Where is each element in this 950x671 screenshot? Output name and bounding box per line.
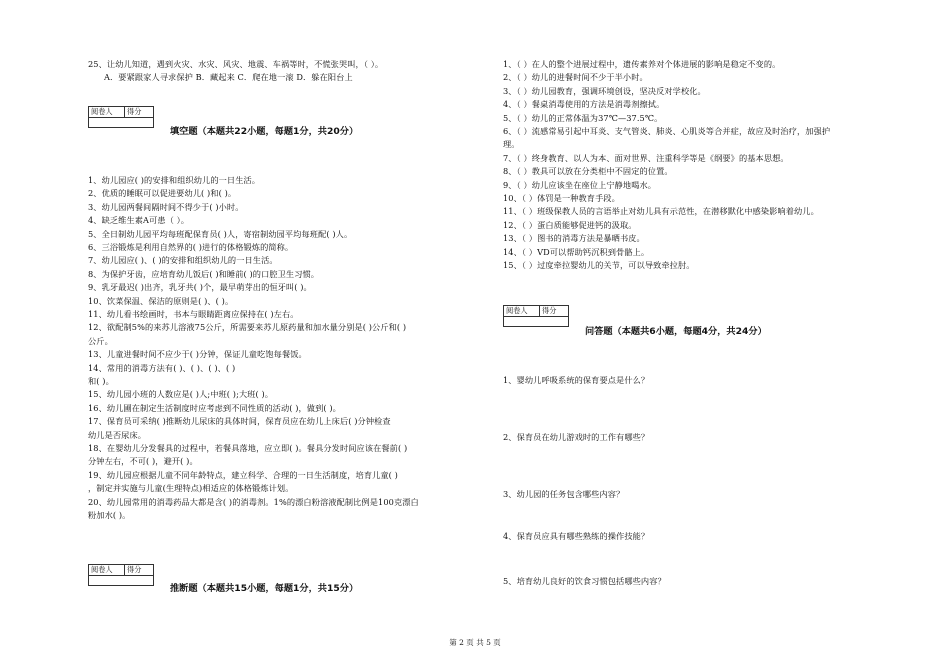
question-line: 11、幼儿看书绘画时，书本与眼睛距离应保持在( )左右。 bbox=[88, 309, 299, 319]
question-line: 公斤。 bbox=[88, 335, 113, 346]
question-line: 1、婴幼儿呼吸系统的保育要点是什么？ bbox=[503, 375, 650, 385]
question-line: 分钟左右，不可( )，避开( )。 bbox=[88, 456, 198, 467]
question-line: 15、幼儿园小班的人数应是( )人;中班( );大班( )。 bbox=[88, 389, 274, 400]
question-line: 7、幼儿园应( )、( )的安排和组织幼儿的一日生活。 bbox=[88, 255, 278, 266]
question-line: 粉加水( )。 bbox=[88, 510, 131, 520]
question-line: 13、儿童进餐时间不应少于( )分钟，保证儿童吃饱每餐饭。 bbox=[88, 349, 307, 360]
score-label: 得分 bbox=[127, 565, 142, 574]
question-line: 12、（ ）蛋白质能够促进钙的汲取。 bbox=[503, 219, 637, 230]
question-line: 10、饮菜保温、保洁的原则是( )、( )。 bbox=[88, 295, 234, 306]
score-label: 得分 bbox=[127, 107, 142, 116]
question-line: 16、幼儿圃在制定生活制度时应考虑到不同性质的活动( )，做到( )。 bbox=[88, 402, 341, 413]
question-line: 8、（ ）教具可以放在分类柜中不固定的位置。 bbox=[503, 166, 673, 177]
question-25: 25、让幼儿知道，遇到火灾、水灾、风灾、地震、车祸等时，不慌张哭叫，（ ）。 bbox=[88, 59, 384, 69]
question-line: 1、（ ）在人的整个进展过程中，遗传素养对个体进展的影响是稳定不变的。 bbox=[503, 59, 781, 69]
question-line: 11、（ ）班级保教人员的言语举止对幼儿具有示范性，在潜移默化中感染影响着幼儿。 bbox=[503, 206, 819, 217]
question-line: 4、缺乏维生素A可患（ ）。 bbox=[88, 215, 190, 226]
question-line: 12、欲配制5%的来苏儿溶液75公斤，所需要来苏儿原药量和加水量分别是( )公斤和( ) bbox=[88, 322, 407, 333]
question-line: 15、（ ）过度牵拉婴幼儿的关节，可以导致牵拉肘。 bbox=[503, 260, 695, 270]
question-line: 14、（ ）VD可以帮助钙沉积到骨骼上。 bbox=[503, 246, 650, 257]
judge-section-title: 推断题（本题共15小题，每题1分，共15分） bbox=[170, 583, 359, 594]
question-line: 8、为保护牙齿，应培育幼儿饭后( )和睡前( )的口腔卫生习惯。 bbox=[88, 268, 320, 279]
question-line: 18、在婴幼儿分发餐具的过程中，若餐具落地，应立即( )。餐具分发时间应该在餐前( ) bbox=[88, 443, 408, 453]
question-line: 2、保育员在幼儿游戏时的工作有哪些？ bbox=[503, 432, 650, 442]
question-line: 6、三浴锻炼是利用自然界的( )进行的体格锻炼的简称。 bbox=[88, 242, 294, 252]
question-line: 9、乳牙最迟( )出齐，乳牙共( )个，最早萌芽出的恒牙叫( )。 bbox=[88, 282, 312, 293]
question-line: 17、保育员可采纳( )推断幼儿尿床的具体时间，保育员应在幼儿上床后( )分钟检查 bbox=[88, 416, 391, 427]
grader-label: 阅卷人 bbox=[89, 565, 125, 575]
question-line: 3、（ ）幼儿园教育，强调环境创设，坚决反对学校化。 bbox=[503, 85, 706, 96]
question-line: 2、（ ）幼儿的进餐时间不少于半小时。 bbox=[503, 72, 648, 83]
question-line: ，制定并实施与儿童(生理特点)相适应的体格锻炼计划。 bbox=[88, 483, 294, 494]
question-line: 9、（ ）幼儿应该坐在座位上宁静地喝水。 bbox=[503, 179, 657, 190]
qa-section-title: 问答题（本题共6小题，每题4分，共24分） bbox=[585, 326, 767, 337]
question-line: 和( )。 bbox=[88, 376, 114, 386]
question-line: 6、（ ）流感常易引起中耳炎、支气管炎、肺炎、心肌炎等合并症，故应及时治疗，加强护 bbox=[503, 126, 831, 136]
question-line: 幼儿是否尿床。 bbox=[88, 429, 147, 440]
grader-label: 阅卷人 bbox=[504, 306, 540, 316]
question-line: 4、保育员应具有哪些熟练的操作技能？ bbox=[503, 531, 650, 541]
question-line: 1、幼儿园应( )的安排和组织幼儿的一日生活。 bbox=[88, 175, 261, 185]
fill-section-title: 填空题（本题共22小题，每题1分，共20分） bbox=[170, 126, 359, 137]
score-label: 得分 bbox=[542, 306, 557, 315]
question-line: 2、优质的睡眠可以促进要幼儿( )和( )。 bbox=[88, 188, 237, 199]
question-line: 19、幼儿园应根据儿童不同年龄特点，建立科学、合理的一日生活制度，培育儿童( ) bbox=[88, 469, 398, 480]
question-line: 7、（ ）终身教育、以人为本、面对世界、注重科学等是《纲要》的基本思想。 bbox=[503, 152, 789, 163]
question-line: 20、幼儿园常用的消毒药品大都是含( )的消毒剂。1%的漂白粉溶液配制比例是100克漂白 bbox=[88, 496, 419, 507]
question-line: 3、幼儿园的任务包含哪些内容？ bbox=[503, 489, 625, 499]
score-box-fill bbox=[88, 106, 154, 128]
question-line: 4、（ ）餐桌消毒使用的方法是消毒剂擦拭。 bbox=[503, 99, 665, 110]
score-box-judge bbox=[88, 564, 154, 586]
grader-label: 阅卷人 bbox=[89, 107, 125, 117]
question-line: 5、培育幼儿良好的饮食习惯包括哪些内容？ bbox=[503, 576, 666, 586]
question-line: 5、全日制幼儿园平均每班配保育员( )人，寄宿制幼园平均每班配( )人。 bbox=[88, 228, 353, 239]
question-line: 3、幼儿园两餐间隔时间不得少于( )小时。 bbox=[88, 201, 244, 212]
question-line: 10、（ ）体罚是一种教育手段。 bbox=[503, 193, 620, 203]
page-footer: 第 2 页 共 5 页 bbox=[449, 638, 501, 647]
question-line: 5、（ ）幼儿的正常体温为37℃—37.5℃。 bbox=[503, 112, 663, 123]
score-box-qa bbox=[503, 305, 569, 327]
question-line: 理。 bbox=[503, 139, 520, 150]
question-line: 14、常用的消毒方法有( )、( )、( )、( ) bbox=[88, 362, 236, 373]
question-25-options: A．要紧跟家人寻求保护 B．藏起来 C．爬在地一滚 D．躲在阳台上 bbox=[104, 72, 353, 82]
question-line: 13、（ ）图书的消毒方法是暴晒书皮。 bbox=[503, 233, 645, 244]
